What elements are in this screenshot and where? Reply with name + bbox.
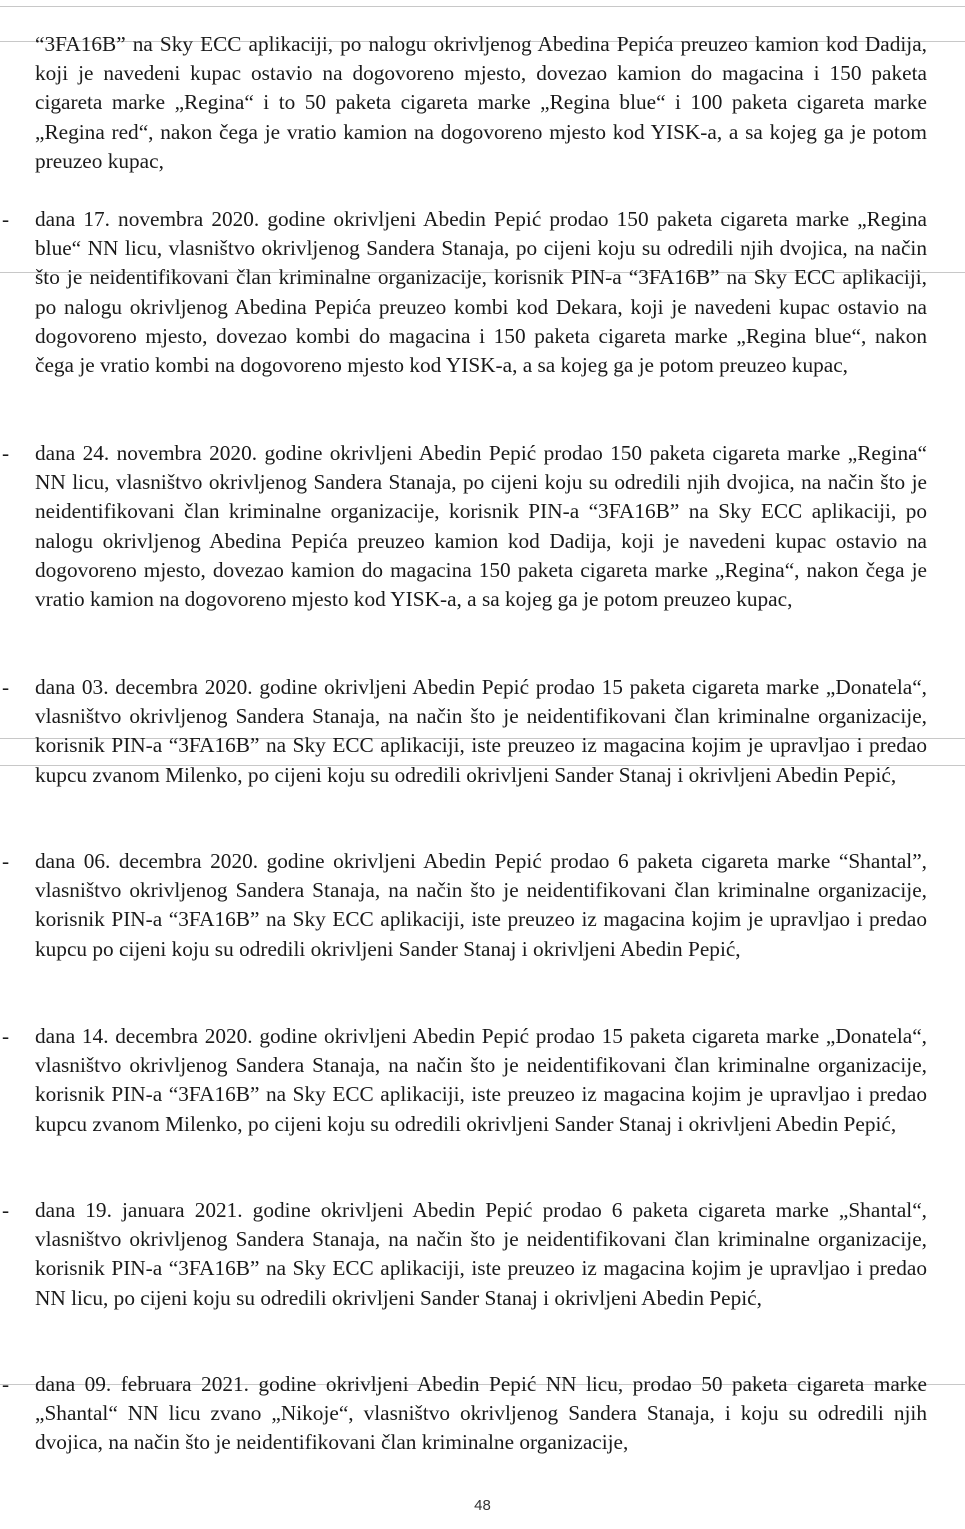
list-item-text: dana 19. januara 2021. godine okrivljeni Abedin Pepić prodao 6 paketa cigareta marke „Shantal“, vlasništvo okrivljenog Sandera Stanaja, na način što je neidentifikovani član kriminalne organizacije, korisnik PIN-a “3FA16B” na Sky ECC aplikaciji, iste preuzeo iz magacina kojim je upravljao i predao NN licu, po cijeni koju su odredili okrivljeni Sander Stanaj i okrivljeni Abedin Pepić, — [35, 1198, 927, 1310]
bullet-dash: - — [2, 849, 10, 873]
bullet-dash: - — [2, 207, 10, 231]
bullet-dash: - — [2, 1198, 10, 1222]
page-number: 48 — [474, 1497, 491, 1514]
list-item — [2, 673, 927, 790]
bullet-dash: - — [2, 441, 10, 465]
list-item — [2, 1196, 927, 1313]
continuation-paragraph: “3FA16B” na Sky ECC aplikaciji, po nalogu okrivljenog Abedina Pepića preuzeo kamion kod Dadija, koji je navedeni kupac ostavio na dogovoreno mjesto, dovezao kamion do magacina i 150 paketa cigareta marke „Regina“ i to 50 paketa cigareta marke „Regina blue“ i 100 paketa cigareta marke „Regina red“, nakon čega je vratio kamion na dogovoreno mjesto kod YISK-a, a sa kojeg ga je potom preuzeo kupac, — [35, 32, 927, 173]
bullet-dash: - — [2, 1024, 10, 1048]
list-item-text: dana 24. novembra 2020. godine okrivljeni Abedin Pepić prodao 150 paketa cigareta marke „Regina“ NN licu, vlasništvo okrivljenog Sandera Stanaja, po cijeni koju su odredili njih dvojica, na način što je neidentifikovani član kriminalne organizacije, korisnik PIN-a “3FA16B” na Sky ECC aplikaciji, po nalogu okrivljenog Abedina Pepića preuzeo kamion kod Dadija, koji je navedeni kupac ostavio na dogovoreno mjesto, dovezao kamion do magacina 150 paketa cigareta marke „Regina“, nakon čega je vratio kamion na dogovoreno mjesto kod YISK-a, a sa kojeg ga je potom preuzeo kupac, — [35, 441, 927, 612]
list-item — [2, 1370, 927, 1458]
list-item — [2, 1022, 927, 1139]
list-item — [2, 439, 927, 614]
list-item-text: dana 17. novembra 2020. godine okrivljeni Abedin Pepić prodao 150 paketa cigareta marke „Regina blue“ NN licu, vlasništvo okrivljenog Sandera Stanaja, po cijeni koju su odredili njih dvojica, na način što je neidentifikovani član kriminalne organizacije, korisnik PIN-a “3FA16B” na Sky ECC aplikaciji, po nalogu okrivljenog Abedina Pepića preuzeo kombi kod Dekara, koji je navedeni kupac ostavio na dogovoreno mjesto, dovezao kombi do magacina i 150 paketa cigareta marke „Regina blue“, nakon čega je vratio kombi na dogovoreno mjesto kod YISK-a, a sa kojeg ga je potom preuzeo kupac, — [35, 207, 927, 378]
list-item-text: dana 06. decembra 2020. godine okrivljeni Abedin Pepić prodao 6 paketa cigareta marke “Shantal”, vlasništvo okrivljenog Sandera Stanaja, na način što je neidentifikovani član kriminalne organizacije, korisnik PIN-a “3FA16B” na Sky ECC aplikaciji, iste preuzeo iz magacina kojim je upravljao i predao kupcu po cijeni koju su odredili okrivljeni Sander Stanaj i okrivljeni Abedin Pepić, — [35, 849, 927, 961]
list-item-text: dana 09. februara 2021. godine okrivljeni Abedin Pepić NN licu, prodao 50 paketa cigareta marke „Shantal“ NN licu zvano „Nikoje“, vlasništvo okrivljenog Sandera Stanaja, i koju su odredili njih dvojica, na način što je neidentifikovani član kriminalne organizacije, — [35, 1372, 927, 1455]
list-item-text: dana 03. decembra 2020. godine okrivljeni Abedin Pepić prodao 15 paketa cigareta marke „Donatela“, vlasništvo okrivljenog Sandera Stanaja, na način što je neidentifikovani član kriminalne organizacije, korisnik PIN-a “3FA16B” na Sky ECC aplikaciji, iste preuzeo iz magacina kojim je upravljao i predao kupcu zvanom Milenko, po cijeni koju su odredili okrivljeni Sander Stanaj i okrivljeni Abedin Pepić, — [35, 675, 927, 787]
bullet-dash: - — [2, 1372, 10, 1396]
list-item-text: dana 14. decembra 2020. godine okrivljeni Abedin Pepić prodao 15 paketa cigareta marke „Donatela“, vlasništvo okrivljenog Sandera Stanaja, na način što je neidentifikovani član kriminalne organizacije, korisnik PIN-a “3FA16B” na Sky ECC aplikaciji, iste preuzeo iz magacina kojim je upravljao i predao kupcu zvanom Milenko, po cijeni koju su odredili okrivljeni Sander Stanaj i okrivljeni Abedin Pepić, — [35, 1024, 927, 1136]
bullet-dash: - — [2, 675, 10, 699]
list-item — [2, 205, 927, 380]
list-item — [2, 847, 927, 964]
scan-artifact-line — [0, 6, 965, 7]
